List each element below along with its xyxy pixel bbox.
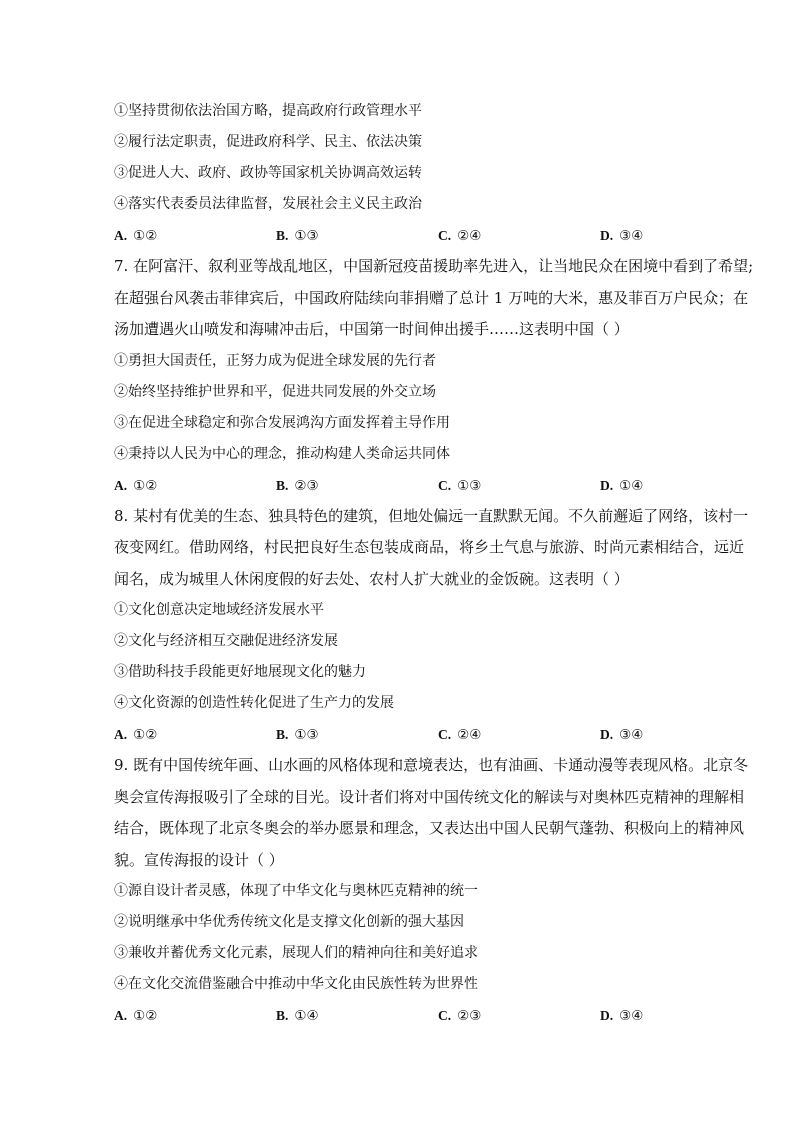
option-text: ①② (133, 477, 158, 494)
option-c[interactable] (438, 719, 481, 751)
option-a[interactable] (114, 719, 157, 751)
choice-item: ②说明继承中华优秀传统文化是支撑文化创新的强大基因 (114, 914, 464, 930)
option-letter: C. (438, 1008, 452, 1023)
option-letter: A. (114, 228, 128, 243)
question-stem-line: 8. 某村有优美的生态、独具特色的建筑，但地处偏远一直默默无闻。不久前邂逅了网络，该村一 (114, 506, 749, 525)
option-c[interactable] (438, 470, 481, 502)
option-letter: D. (600, 477, 614, 493)
option-letter: A. (114, 1008, 128, 1023)
question-6 (114, 96, 704, 251)
option-d[interactable] (600, 220, 643, 252)
question-9 (114, 750, 749, 1031)
option-d[interactable] (600, 719, 643, 751)
question-stem-line: 奥会宣传海报吸引了全球的目光。设计者们将对中国传统文化的解读与对奥林匹克精神的理解相 (114, 787, 745, 806)
option-d[interactable] (600, 470, 643, 502)
choice-item: ③兼收并蓄优秀文化元素，展现人们的精神向往和美好追求 (114, 945, 478, 961)
option-b[interactable] (276, 719, 319, 751)
option-letter: C. (438, 727, 452, 742)
option-text: ③④ (619, 727, 644, 743)
question-stem-line: 汤加遭遇火山喷发和海啸冲击后，中国第一时间伸出援手……这表明中国（ ） (114, 320, 629, 338)
option-letter: C. (438, 228, 452, 243)
question-stem-line: 在超强台风袭击菲律宾后，中国政府陆续向菲捐赠了总计 1 万吨的大米，惠及菲百万户民众；在 (114, 288, 749, 307)
question-stem-line: 9. 既有中国传统年画、山水画的风格体现和意境表达，也有油画、卡通动漫等表现风格。北京冬 (114, 756, 749, 774)
option-letter: B. (276, 228, 289, 243)
question-stem-line: 7. 在阿富汗、叙利亚等战乱地区，中国新冠疫苗援助率先进入，让当地民众在困境中看到了希望; (114, 257, 754, 275)
question-stem-line: 夜变网红。借助网络，村民把良好生态包装成商品，将乡土气息与旅游、时尚元素相结合，远近 (114, 538, 745, 556)
question-stem-line: 闻名，成为城里人休闲度假的好去处、农村人扩大就业的金饭碗。这表明（ ） (114, 569, 629, 588)
option-letter: D. (600, 1008, 614, 1023)
option-letter: B. (276, 727, 289, 742)
option-letter: B. (276, 477, 289, 493)
question-8 (114, 501, 749, 751)
option-letter: A. (114, 727, 128, 742)
option-c[interactable] (438, 1000, 481, 1032)
choice-item: ②文化与经济相互交融促进经济发展 (114, 633, 338, 649)
option-text: ①④ (294, 1008, 319, 1024)
choice-item: ④在文化交流借鉴融合中推动中华文化由民族性转为世界性 (114, 976, 478, 992)
option-text: ①③ (457, 477, 482, 494)
question-stem-line: 貌。宣传海报的设计（ ） (114, 850, 284, 869)
option-letter: B. (276, 1008, 289, 1023)
option-text: ①③ (294, 228, 319, 244)
choice-item: ④落实代表委员法律监督，发展社会主义民主政治 (114, 196, 422, 212)
choice-item: ④秉持以人民为中心的理念，推动构建人类命运共同体 (114, 445, 450, 462)
question-stem-line: 结合，既体现了北京冬奥会的举办愿景和理念，又表达出中国人民朝气蓬勃、积极向上的精神风 (114, 819, 745, 837)
answer-options (114, 220, 704, 251)
choice-item: ①文化创意决定地域经济发展水平 (114, 602, 324, 618)
option-d[interactable] (600, 1000, 643, 1032)
option-letter: D. (600, 727, 614, 742)
choice-item: ①勇担大国责任，正努力成为促进全球发展的先行者 (114, 352, 436, 369)
choice-item: ②履行法定职责，促进政府科学、民主、依法决策 (114, 134, 422, 150)
option-text: ③④ (619, 1008, 644, 1024)
option-text: ①② (133, 228, 158, 244)
answer-options (114, 470, 704, 501)
option-letter: C. (438, 477, 452, 493)
option-a[interactable] (114, 1000, 157, 1032)
option-text: ①② (133, 727, 158, 743)
option-a[interactable] (114, 220, 157, 252)
option-a[interactable] (114, 470, 157, 502)
choice-item: ③在促进全球稳定和弥合发展鸿沟方面发挥着主导作用 (114, 414, 450, 431)
option-text: ①④ (619, 477, 644, 494)
option-text: ②③ (457, 1008, 482, 1024)
choice-item: ①源自设计者灵感，体现了中华文化与奥林匹克精神的统一 (114, 883, 478, 899)
choice-item: ②始终坚持维护世界和平，促进共同发展的外交立场 (114, 383, 436, 400)
option-c[interactable] (438, 220, 481, 252)
option-letter: D. (600, 228, 614, 243)
option-text: ②③ (294, 477, 319, 494)
question-7 (114, 251, 754, 501)
exam-page (114, 96, 754, 1031)
option-text: ②④ (457, 228, 482, 244)
option-text: ①③ (294, 727, 319, 743)
option-b[interactable] (276, 220, 319, 252)
option-text: ②④ (457, 727, 482, 743)
option-text: ③④ (619, 228, 644, 244)
choice-item: ③借助科技手段能更好地展现文化的魅力 (114, 664, 366, 680)
choice-item: ①坚持贯彻依法治国方略，提高政府行政管理水平 (114, 103, 422, 119)
choice-item: ③促进人大、政府、政协等国家机关协调高效运转 (114, 165, 422, 181)
option-text: ①② (133, 1008, 158, 1024)
option-letter: A. (114, 477, 128, 493)
answer-options (114, 719, 704, 750)
option-b[interactable] (276, 1000, 319, 1032)
answer-options (114, 1000, 704, 1031)
option-b[interactable] (276, 470, 319, 502)
choice-item: ④文化资源的创造性转化促进了生产力的发展 (114, 695, 394, 711)
